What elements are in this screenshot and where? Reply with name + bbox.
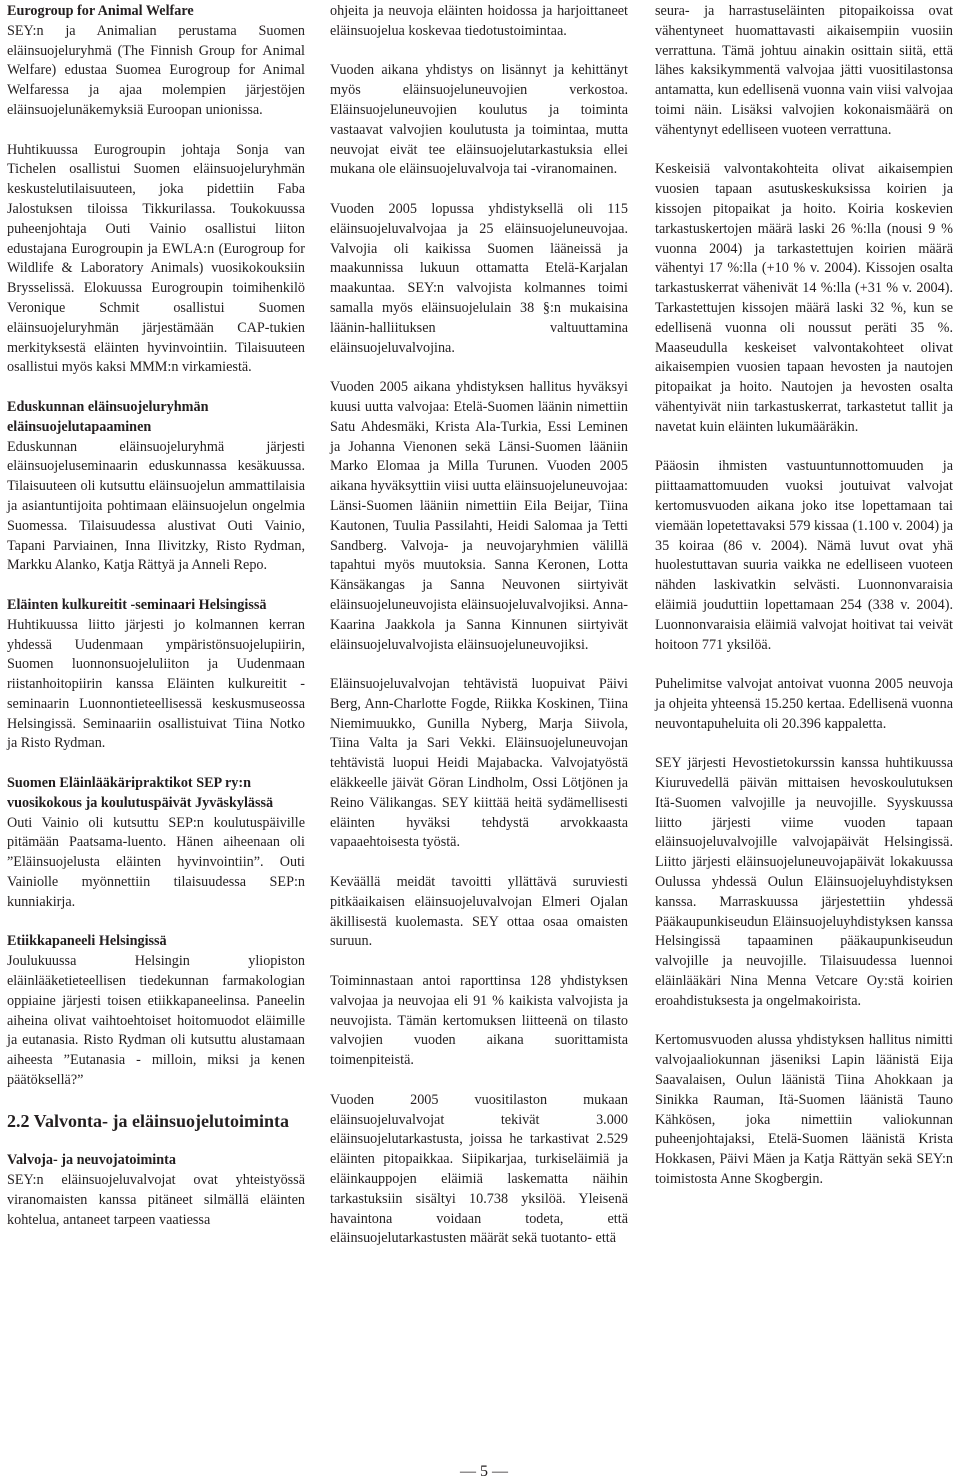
section-eduskunta [7,398,305,576]
paragraph: Joulukuussa Helsingin yliopiston eläinlääketieteellisen tiedekunnan farmakologian oppiaine järjesti toisen etiikkapaneelinsa. Paneelin aiheina olivat vaihtoehtoiset hoitomuodot eläimille ja eutanasia. Risto Rydman oli kutsuttu alustamaan aiheesta ”Eutanasia - milloin, miksi ja kenen päätöksellä?” [7,953,305,1089]
paragraph: Huhtikuussa liitto järjesti jo kolmannen kerran yhdessä Uudenmaan ympäristönsuojelupiirin, Suomen luonnonsuojeluliiton ja Uudenmaan riistanhoitopiirin kanssa Eläinten kulkureitit -seminaarin Luonnontieteellisessä keskusmuseossa Helsingissä. Seminaariin osallistuivat Tiina Notko ja Risto Rydman. [7,616,305,752]
paragraph: Huhtikuussa Eurogroupin johtaja Sonja van Tichelen osallistui Suomen eläinsuojeluryhmän keskustelutilaisuuteen, joka pidettiin Faba Jalostuksen tiloissa Tikkurilassa. Toukokuussa puheenjohtaja Outi Vainio osallistui liiton edustajana Eurogroupin ja EWLA:n (Eurogroup for Wildlife & Laboratory Animals) vuosikokouksiin Brysselissä. Elokuussa Eurogroupin toimihenkilö Veronique Schmit osallistui Suomen eläinsuojeluryhmän järjestämään CAP-tukien merkityksestä eläinten hyvinvointiin. Tilaisuuteen osallistui myös kaksi MMM:n virkamiestä. [7,141,305,376]
paragraph: Outi Vainio oli kutsuttu SEP:n koulutuspäiville pitämään Paatsama-luento. Hänen aiheenaan oli ”Eläinsuojelusta eläinten hyvinvointiin”. Outi Vainiolle myönnettiin tilaisuudessa SEP:n kunniakirja. [7,814,305,910]
paragraph: Pääosin ihmisten vastuuntunnottomuuden ja piittaamattomuuden vuoksi joutuivat valvojat kertomusvuoden aikana joko itse lopettamaan tai viemään lopetettavaksi 579 kissaa (1.100 v. 2004) ja 35 koiraa (86 v. 2004). Nämä luvut ovat yhä huolestuttavan suuria vaikka ne edelliseen vuoteen nähden laskivatkin selvästi. Luonnonvaraisia eläimiä jouduttiin lopettamaan 254 (338 v. 2004). Luonnonvaraisia eläimiä valvojat hoitivat tai veivät hoitoon 771 yksilöä. [655,458,953,653]
section-kulkureitit [7,596,305,754]
paragraph: Toiminnastaan antoi raporttinsa 128 yhdistyksen valvojaa ja neuvojaa eli 91 % kaikista valvojista ja neuvojista. Tämän kertomuksen liitteenä on tilasto valvojien vuoden aikana suorittamista toimenpiteistä. [330,973,628,1069]
column-left [7,2,305,1231]
column-middle [330,2,628,1249]
section-title: 2.2 Valvonta- ja eläinsuojelutoiminta [7,1110,290,1131]
paragraph: Keväällä meidät tavoitti yllättävä suruviesti pitkäaikaisen eläinsuojeluvalvojan Elmeri Ojalan äkillisestä kuolemasta. SEY ottaa osaa omaisten suruun. [330,874,628,950]
paragraph: Vuoden 2005 aikana yhdistyksen hallitus hyväksyi kuusi uutta valvojaa: Etelä-Suomen läänin nimettiin Satu Ahdesmäki, Krista Ala-Turkia, Essi Leminen ja Johanna Vienonen sekä Länsi-Suomen lääniin Marko Elomaa ja Milla Turunen. Vuoden 2005 aikana hyväksyttiin viisi uutta eläinsuojeluneuvojaa: Länsi-Suomen lääniin nimettiin Eila Beijar, Tiina Kautonen, Tuulia Passilahti, Heidi Salomaa ja Tetti Sandberg. Valvoja- ja neuvojaryhmien välillä tapahtui myös muutoksia. Sanna Keronen, Lotta Känsäkangas ja Sanna Neuvonen siirtyivät eläinsuojeluneuvojista eläinsuojeluvalvojiksi. Anna-Kaarina Jaakkola ja Sanna Kinnunen siirtyivät eläinsuojeluvalvojista eläinsuojeluneuvojiksi. [330,379,628,653]
heading-etiikkapaneeli: Etiikkapaneeli Helsingissä [7,933,167,950]
paragraph: Kertomusvuoden alussa yhdistyksen hallitus nimitti valvojaaliokunnan jäseniksi Lapin läänistä Eija Saavalaisen, Oulun läänistä Tiina Ahokkaan ja Sinikka Rauman, Itä-Suomen läänistä Tauno Kähkösen, joka nimettiin valiokunnan puheenjohtajaksi, Etelä-Suomen läänistä Krista Hokkasen, Päivi Mäen ja Katja Rättyän sekä SEY:n toimistosta Anne Skogbergin. [655,1032,953,1188]
section-valvonta [7,1111,305,1231]
page-number: — 5 — [460,1463,508,1480]
section-sep [7,774,305,913]
paragraph: Eduskunnan eläinsuojeluryhmä järjesti eläinsuojeluseminaarin eduskunnassa kesäkuussa. Tilaisuuteen oli kutsuttu eläinsuojelun ammattilaisia ja asiantuntijoita pohtimaan eläinsuojelun ongelmia Suomessa. Tilaisuudessa alustivat Outi Vainio, Tapani Parviainen, Inna Ilivitzky, Risto Rydman, Markku Alanko, Katja Rättyä ja Anneli Repo. [7,438,305,574]
section-eurogroup [7,2,305,378]
paragraph: Eläinsuojeluvalvojan tehtävistä luopuivat Päivi Berg, Ann-Charlotte Fogde, Riikka Koskinen, Tiina Niemimuukko, Gunilla Nyberg, Marja Siivola, Tiina Valta ja Sari Vekki. Eläinsuojeluneuvojan tehtävistä luopui Heidi Majabacka. Valvojatyöstä eläkkeelle jäivät Göran Lindholm, Ossi Lötjönen ja Reino Välikangas. SEY kiittää heitä sydämellisesti eläinten hyväksi tehdystä arvokkaasta vapaaehtoisesta työstä. [330,676,628,851]
paragraph: SEY järjesti Hevostietokurssin kanssa huhtikuussa Kiuruvedellä päivän mittaisen hevoskoulutuksen Itä-Suomen valvojille ja neuvojille. Syyskuussa liitto järjesti viime vuoden tapaan eläinsuojeluvalvojille valvojapäivät Helsingissä. Liitto järjesti eläinsuojeluneuvojapäivät lokakuussa Oulussa yhdessä Oulun Eläinsuojeluyhdistyksen kanssa. Marraskuussa järjestettiin yhdessä Pääkaupunkiseudun Eläinsuojeluyhdistyksen kanssa Helsingissä tapaaminen pääkaupunkiseudun valvojille ja neuvojille. Tilaisuudessa luennoi eläinlääkäri Nina Menna Vetcare Oy:stä koirien eroahdistuksesta ja ongelmakoirista. [655,755,953,1009]
column-right [655,2,953,1190]
heading-eurogroup: Eurogroup for Animal Welfare [7,3,194,19]
heading-kulkureitit: Eläinten kulkureitit -seminaari Helsingissä [7,596,267,613]
heading-valvojat: Valvoja- ja neuvojatoiminta [7,1152,176,1169]
section-etiikkapaneeli [7,932,305,1090]
paragraph: ohjeita ja neuvoja eläinten hoidossa ja harjoittaneet eläinsuojelua koskevaa tiedotustoimintaa. [330,3,628,39]
paragraph: SEY:n ja Animalian perustama Suomen eläinsuojeluryhmä (The Finnish Group for Animal Welfare) edustaa Suomea Eurogroup for Animal Welfaressa ja ajaa molempien järjestöjen eläinsuojelunäkemyksiä Euroopan unionissa. [7,22,305,118]
heading-eduskunta: Eduskunnan eläinsuojeluryhmän eläinsuojelutapaaminen [7,398,209,435]
paragraph: Keskeisiä valvontakohteita olivat aikaisempien vuosien tapaan asutuskeskuksissa koirien ja kissojen pitopaikat ja hoito. Koiria koskevien tarkastuskertojen määrä laski 26 %:lla (nousi 9 % vuonna 2004) ja tarkastettujen koirien määrä vähentyi 17 %:lla (+10 % v. 2004). Kissojen osalta tarkastuskerrat vähenivät 14 %:lla (+31 % v. 2004). Tarkastettujen kissojen määrä laski 32 %, kun se edellisenä vuonna oli noussut peräti 35 %. Maaseudulla keskeiset valvontakohteet olivat aikaisempien vuosien tapaan hevosten ja nautojen pitopaikat ja hoito. Nautojen ja hevosten osalta vähentyivät niin tarkastuskerrat, tarkastetut tallit ja navetat kuin eläinten lukumääräkin. [655,161,953,435]
paragraph: Vuoden aikana yhdistys on lisännyt ja kehittänyt myös eläinsuojeluneuvojien verkostoa. Eläinsuojeluneuvojien koulutus ja toiminta vastaavat valvojien koulutusta ja toimintaa, mutta neuvojat eivät tee eläinsuojelutarkastuksia ellei mukana ole eläinsuojeluvalvoja tai -viranomainen. [330,62,628,178]
paragraph: Puhelimitse valvojat antoivat vuonna 2005 neuvoja ja ohjeita yhteensä 15.250 kertaa. Edellisenä vuonna neuvontapuheluita oli 20.396 kappaletta. [655,676,953,732]
heading-sep: Suomen Eläinlääkäripraktikot SEP ry:n vuosikokous ja koulutuspäivät Jyväskylässä [7,775,274,811]
paragraph: seura- ja harrastuseläinten pitopaikoissa ovat vähentyneet huomattavasti aikaisempiin vuosiin verrattuna. Tämä johtuu ainakin osittain siitä, että lähes kaksikymmentä valvojaa jätti vuositilastonsa antamatta, kun edellisenä vuonna vain viisi valvojaa toimi näin. Lisäksi valvojien kokonaismäärä on vähentynyt edelliseen vuoteen verrattuna. [655,3,953,138]
paragraph: Vuoden 2005 vuositilaston mukaan eläinsuojeluvalvojat tekivät 3.000 eläinsuojelutarkastusta, joissa he tarkastivat 2.529 eläinten pitopaikkaa. Siipikarjaa, turkiseläimiä ja eläinkauppojen eläimiä laskematta näihin tarkastuksiin sisältyi 10.738 yksilöä. Yleisenä havaintona voidaan todeta, että eläinsuojelutarkastusten määrät sekä tuotanto- että [330,1091,628,1247]
paragraph: Vuoden 2005 lopussa yhdistyksellä oli 115 eläinsuojeluvalvojaa ja 25 eläinsuojeluneuvojaa. Valvojia oli kaikissa Suomen lääneissä ja maakunnissa lukuun ottamatta Etelä-Karjalan maakuntaa. SEY:n valvojista kolmannes toimi samalla myös eläinsuojelulain 38 §:n mukaisina läänin-halliituksen valtuuttamina eläinsuojeluvalvojina. [330,200,628,356]
paragraph: SEY:n eläinsuojeluvalvojat ovat yhteistyössä viranomaisten kanssa pitäneet silmällä eläinten kohtelua, antaneet tarpeen vaatiessa [7,1172,305,1228]
